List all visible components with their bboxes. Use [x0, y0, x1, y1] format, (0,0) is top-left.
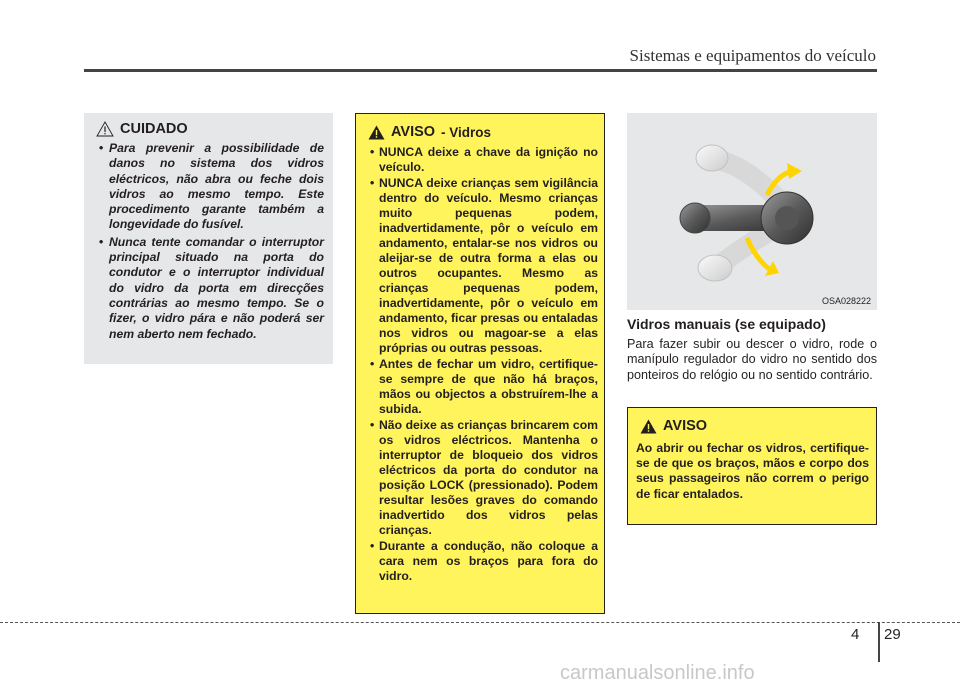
page-header-title: Sistemas e equipamentos do veículo	[629, 46, 876, 65]
cuidado-header	[96, 121, 188, 137]
aviso-vidros-list	[364, 145, 598, 585]
aviso-item: • NUNCA deixe crianças sem vigilância dentro do veículo. Mesmo crianças muito pequenas podem, inadvertidamente, pôr o veículo em andamento, entalar-se nos vidros ou aleijar-se de outra forma a elas ou outros ocupantes. Mesmo as crianças pequenas podem, inadvertidamente, pôr o veículo em andamento, ficar presas ou entaladas nos vidros ou magoar-se a elas próprias ou outras pessoas.	[364, 176, 598, 355]
cuidado-title: CUIDADO	[120, 121, 188, 137]
aviso-title: AVISO	[663, 418, 708, 434]
figure-code: OSA028222	[821, 296, 871, 306]
footer-rule	[0, 622, 960, 623]
watermark: carmanualsonline.info	[560, 662, 755, 684]
warning-triangle-filled-icon	[368, 125, 385, 140]
aviso-item: • Antes de fechar um vidro, certifique-se sempre de que não há braços, mãos ou objectos a obstruírem-lhe a subida.	[364, 357, 598, 417]
page-chapter: 4	[851, 626, 860, 643]
warning-triangle-filled-icon	[640, 419, 657, 434]
cuidado-item: • Para prevenir a possibilidade de danos no sistema dos vidros eléctricos, não abra ou feche dois vidros ao mesmo tempo. Este procedimento garante também a longevidade do fusível.	[92, 141, 324, 233]
page-number: 29	[884, 626, 901, 643]
section-body: Para fazer subir ou descer o vidro, rode o manípulo regulador do vidro no sentido dos ponteiros do relógio ou no sentido contrário.	[627, 337, 877, 382]
cuidado-item: • Nunca tente comandar o interruptor principal situado na porta do condutor e o interruptor individual do vidro da porta em direcções contrárias ao mesmo tempo. Se o fizer, o vidro pára e não poderá ser nem aberto nem fechado.	[92, 235, 324, 342]
cuidado-box	[84, 113, 333, 364]
aviso-item: • NUNCA deixe a chave da ignição no veículo.	[364, 145, 598, 175]
ghost-handle-upper	[696, 145, 777, 198]
aviso-vidros-title: AVISO	[391, 124, 436, 140]
warning-triangle-outline-icon	[96, 121, 114, 137]
aviso-vidros-subtitle: - Vidros	[441, 124, 492, 140]
aviso-text: Ao abrir ou fechar os vidros, certifique-se de que os braços, mãos e corpo dos seus passageiros não correm o perigo de ficar entalados.	[636, 441, 869, 501]
aviso-header	[640, 418, 707, 434]
aviso-vidros-box	[355, 113, 605, 614]
footer-separator	[878, 622, 880, 662]
section-title: Vidros manuais (se equipado)	[627, 316, 826, 332]
aviso-item: • Durante a condução, não coloque a cara nem os braços para fora do vidro.	[364, 539, 598, 584]
aviso-box	[627, 407, 877, 525]
window-crank-illustration	[627, 113, 877, 310]
aviso-vidros-header	[368, 124, 491, 140]
cuidado-list	[92, 141, 324, 344]
aviso-item: • Não deixe as crianças brincarem com os vidros eléctricos. Mantenha o interruptor de bloqueio dos vidros eléctricos da porta do condutor na posição LOCK (pressionado). Podem resultar lesões graves do comando inadvertido dos vidros pelas crianças.	[364, 418, 598, 538]
window-crank-figure	[627, 113, 877, 310]
header-rule	[84, 69, 877, 72]
